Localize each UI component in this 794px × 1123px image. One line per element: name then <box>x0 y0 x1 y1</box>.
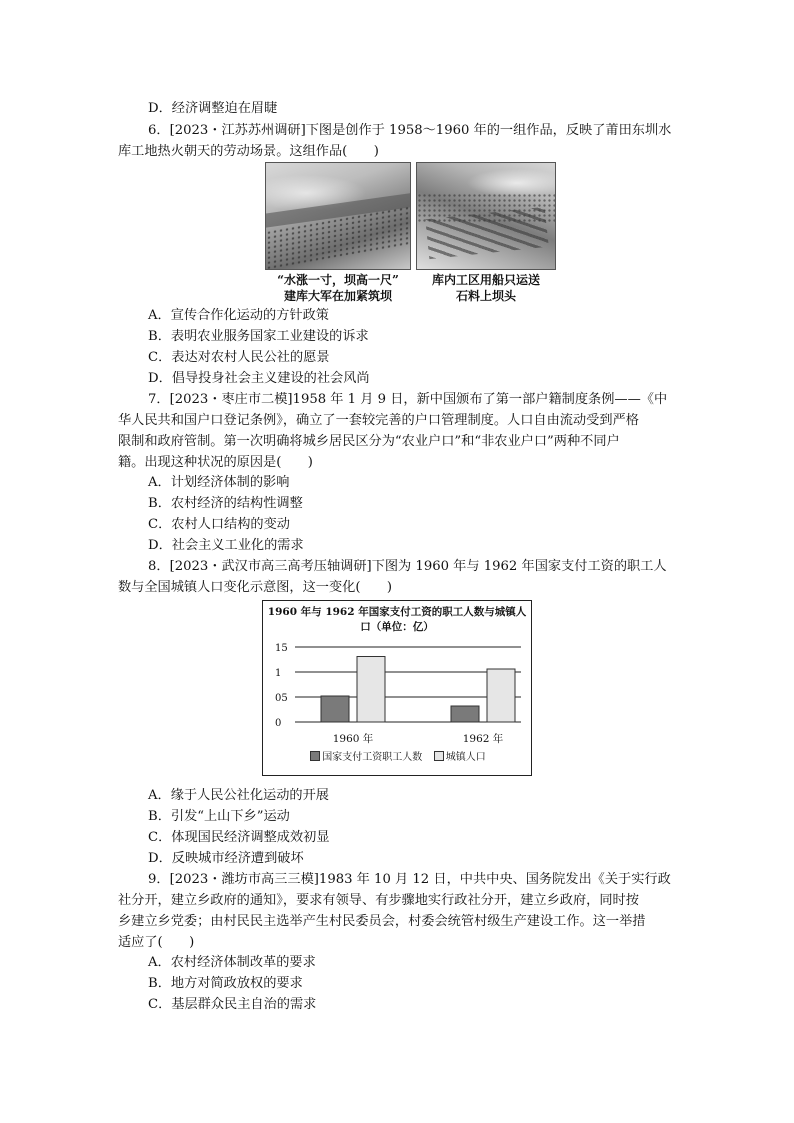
q6-stem-line-1: 6．[2023・江苏苏州调研]下图是创作于 1958～1960 年的一组作品，反映了莆田东圳水 <box>148 123 672 138</box>
q6-option-b: B．表明农业服务国家工业建设的诉求 <box>148 329 369 344</box>
dam-construction-photo <box>265 162 411 270</box>
legend-label-urban: 城镇人口 <box>445 752 486 763</box>
q9-option-c: C．基层群众民主自治的需求 <box>148 997 317 1012</box>
photo-caption-left-2: 建库大军在加紧筑坝 <box>283 289 392 303</box>
q7-stem-line-3: 限制和政府管制。第一次明确将城乡居民区分为“农业户口”和“非农业户口”两种不同户 <box>118 434 620 449</box>
bar-workers-0 <box>321 696 349 722</box>
q8-stem-line-2: 数与全国城镇人口变化示意图，这一变化( ) <box>118 580 393 595</box>
legend-label-workers: 国家支付工资职工人数 <box>322 752 423 763</box>
y-tick-label-0: 15 <box>275 643 288 654</box>
legend-swatch-workers <box>310 751 320 761</box>
bar-urban-1 <box>487 669 515 722</box>
y-tick-label-1: 1 <box>275 668 282 679</box>
chart-legend <box>263 751 531 765</box>
photo-caption-right-2: 石料上坝头 <box>455 289 516 303</box>
boat-transport-photo <box>416 162 556 270</box>
q9-option-a: A．农村经济体制改革的要求 <box>148 955 316 970</box>
q8-stem-line-1: 8．[2023・武汉市高三高考压轴调研]下图为 1960 年与 1962 年国家支付工资的职工人 <box>148 559 667 574</box>
q8-option-b: B．引发“上山下乡”运动 <box>148 809 290 824</box>
photo-caption-left-1: “水涨一寸，坝高一尺” <box>277 273 399 287</box>
q7-stem-line-1: 7．[2023・枣庄市二模]1958 年 1 月 9 日，新中国颁布了第一部户籍制度条例——《中 <box>148 392 668 407</box>
q7-stem-line-2: 华人民共和国户口登记条例》，确立了一套较完善的户口管理制度。人口自由流动受到严格 <box>118 413 639 428</box>
bar-urban-0 <box>357 657 385 723</box>
y-tick-label-2: 05 <box>275 693 288 704</box>
photo-caption-right-1: 库内工区用船只运送 <box>431 273 540 287</box>
q9-option-b: B．地方对简政放权的要求 <box>148 976 303 991</box>
q9-stem-line-1: 9．[2023・潍坊市高三三模]1983 年 10 月 12 日，中共中央、国务院发出《关于实行政 <box>148 872 671 887</box>
q6-option-a: A．宣传合作化运动的方针政策 <box>148 308 329 323</box>
q8-option-d: D．反映城市经济遭到破坏 <box>148 851 304 866</box>
q7-option-a: A．计划经济体制的影响 <box>148 475 290 490</box>
q8-option-c: C．体现国民经济调整成效初显 <box>148 830 330 845</box>
q8-option-a: A．缘于人民公社化运动的开展 <box>148 788 329 803</box>
q7-option-d: D．社会主义工业化的需求 <box>148 538 304 553</box>
q6-option-c: C．表达对农村人民公社的愿景 <box>148 350 330 365</box>
chart-plot <box>263 601 531 751</box>
bar-workers-1 <box>451 706 479 722</box>
q7-stem-line-4: 籍。出现这种状况的原因是( ) <box>118 455 313 470</box>
chart-title-line-1: 1960 年与 1962 年国家支付工资的职工人数与城镇人 <box>267 606 527 618</box>
q6-option-d: D．倡导投身社会主义建设的社会风尚 <box>148 371 370 386</box>
q7-option-c: C．农村人口结构的变动 <box>148 517 290 532</box>
chart-title-line-2: 口（单位：亿） <box>360 621 434 633</box>
q5-option-d: D．经济调整迫在眉睫 <box>148 101 278 116</box>
y-tick-label-3: 0 <box>275 718 282 729</box>
legend-swatch-urban <box>434 751 444 761</box>
q6-stem-line-2: 库工地热火朝天的劳动场景。这组作品( ) <box>118 144 379 159</box>
q9-stem-line-4: 适应了( ) <box>118 935 195 950</box>
employment-population-chart <box>262 600 532 776</box>
x-tick-label-0: 1960 年 <box>332 733 374 745</box>
q9-stem-line-3: 乡建立乡党委；由村民民主选举产生村民委员会，村委会统管村级生产建设工作。这一举措 <box>118 914 646 929</box>
x-tick-label-1: 1962 年 <box>462 733 504 745</box>
q7-option-b: B．农村经济的结构性调整 <box>148 496 303 511</box>
q9-stem-line-2: 社分开，建立乡政府的通知》，要求有领导、有步骤地实行政社分开，建立乡政府，同时按 <box>118 893 639 908</box>
